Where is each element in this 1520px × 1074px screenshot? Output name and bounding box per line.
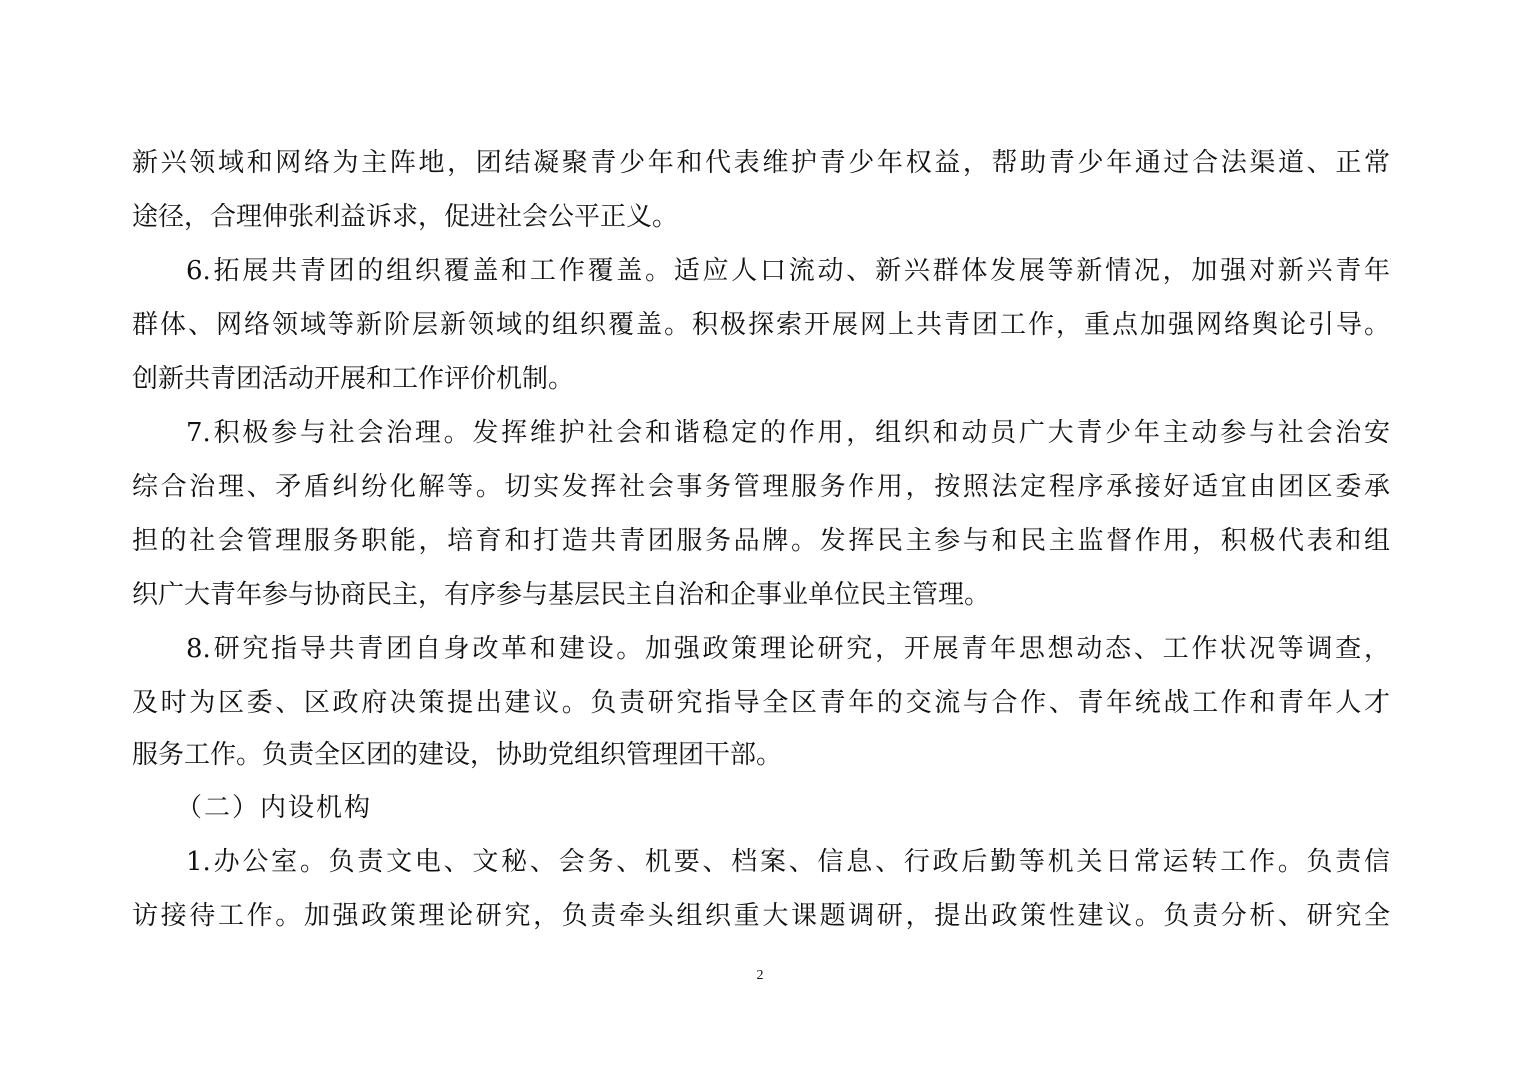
paragraph-line: 8.研究指导共青团自身改革和建设。加强政策理论研究，开展青年思想动态、工作状况等调查，: [186, 634, 1390, 664]
paragraph-line: 群体、网络领域等新阶层新领域的组织覆盖。积极探索开展网上共青团工作，重点加强网络舆论引导。: [132, 310, 1390, 340]
paragraph-line: 7.积极参与社会治理。发挥维护社会和谐稳定的作用，组织和动员广大青少年主动参与社会治安: [186, 418, 1390, 448]
page-number: 2: [756, 968, 764, 983]
paragraph-line: 服务工作。负责全区团的建设，协助党组织管理团干部。: [132, 740, 783, 770]
paragraph-line: 担的社会管理服务职能，培育和打造共青团服务品牌。发挥民主参与和民主监督作用，积极代表和组: [132, 526, 1390, 556]
paragraph-line: 综合治理、矛盾纠纷化解等。切实发挥社会事务管理服务作用，按照法定程序承接好适宜由团区委承: [132, 472, 1390, 502]
paragraph-line: 及时为区委、区政府决策提出建议。负责研究指导全区青年的交流与合作、青年统战工作和青年人才: [132, 688, 1390, 718]
paragraph-line: 创新共青团活动开展和工作评价机制。: [132, 364, 575, 394]
paragraph-line: 织广大青年参与协商民主，有序参与基层民主自治和企事业单位民主管理。: [132, 580, 991, 610]
paragraph-line: 6.拓展共青团的组织覆盖和工作覆盖。适应人口流动、新兴群体发展等新情况，加强对新兴青年: [186, 256, 1390, 286]
paragraph-line: 1.办公室。负责文电、文秘、会务、机要、档案、信息、行政后勤等机关日常运转工作。负责信: [186, 847, 1390, 877]
paragraph-line: 访接待工作。加强政策理论研究，负责牵头组织重大课题调研，提出政策性建议。负责分析、研究全: [132, 901, 1390, 931]
section-heading: （二）内设机构: [176, 793, 373, 823]
paragraph-line: 途径，合理伸张利益诉求，促进社会公平正义。: [132, 202, 679, 232]
paragraph-line: 新兴领域和网络为主阵地，团结凝聚青少年和代表维护青少年权益，帮助青少年通过合法渠道、正常: [132, 148, 1390, 178]
